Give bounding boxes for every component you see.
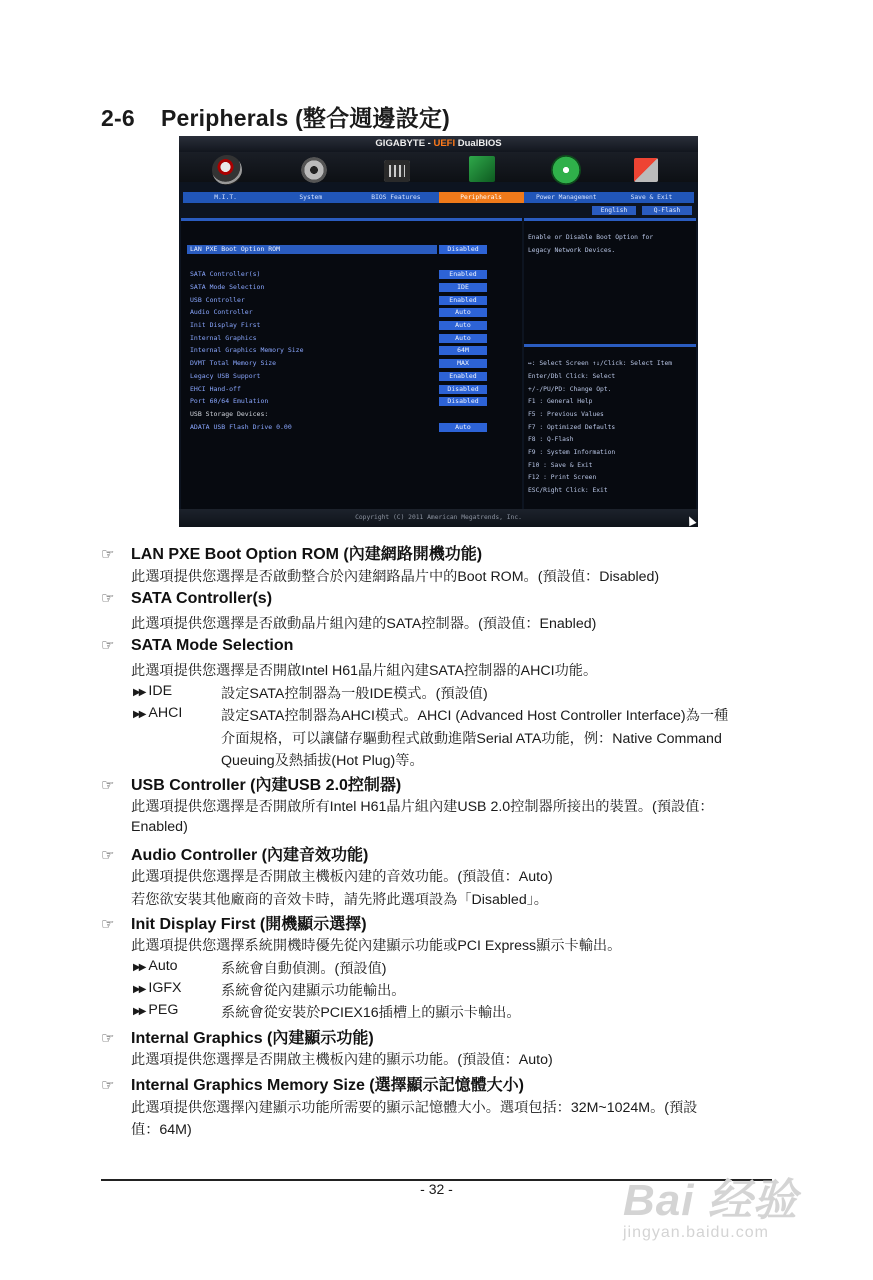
copyright-bar: Copyright (C) 2011 American Megatrends, Inc.: [179, 509, 698, 527]
bios-screenshot: [179, 136, 698, 527]
pointing-hand-icon: ☞: [101, 1030, 115, 1047]
usb-device-row[interactable]: ADATA USB Flash Drive 0.00: [190, 423, 292, 431]
option-ahci-desc: Queuing及熱插拔(Hot Plug)等。: [221, 753, 424, 769]
bios-chip-icon[interactable]: [384, 160, 410, 182]
option-ide-desc: 設定SATA控制器為一般IDE模式。(預設值): [221, 686, 488, 702]
setting-row[interactable]: USB Controller: [190, 296, 245, 304]
item-sata-title-text: SATA Controller(s): [131, 590, 273, 607]
item-lan-title-text: LAN PXE Boot Option ROM (內建網路開機功能): [131, 546, 483, 563]
item-usb-title: [101, 772, 401, 795]
qflash-button[interactable]: Q-Flash: [642, 206, 692, 215]
option-igfx-label: IGFX: [148, 980, 182, 996]
item-igm-title-text: Internal Graphics Memory Size (選擇顯示記憶體大小): [131, 1077, 524, 1094]
item-init-title: [101, 911, 367, 934]
bios-icon-strip: [179, 152, 698, 182]
double-arrow-icon: ▶▶: [133, 687, 145, 698]
setting-value[interactable]: Auto: [439, 308, 487, 317]
item-audio-title-text: Audio Controller (內建音效功能): [131, 847, 369, 864]
item-satamode-desc: 此選項提供您選擇是否開啟Intel H61晶片組內建SATA控制器的AHCI功能。: [131, 663, 598, 679]
setting-row[interactable]: SATA Controller(s): [190, 270, 261, 278]
option-peg: [133, 1002, 178, 1018]
item-lan-desc: 此選項提供您選擇是否啟動整合於內建網路晶片中的Boot ROM。(預設值：Disabled): [131, 569, 660, 585]
key-hint: Enter/Dbl Click: Select: [528, 373, 616, 380]
option-peg-label: PEG: [148, 1002, 179, 1018]
setting-value[interactable]: MAX: [439, 359, 487, 368]
option-ahci-desc: 設定SATA控制器為AHCI模式。AHCI (Advanced Host Controller Interface)為一種: [221, 708, 729, 724]
english-button[interactable]: English: [592, 206, 636, 215]
option-auto-label: Auto: [148, 958, 178, 974]
pointing-hand-icon: ☞: [101, 590, 115, 607]
item-igm-desc: 值：64M): [131, 1122, 192, 1138]
tab-peripherals[interactable]: Peripherals: [439, 192, 524, 203]
setting-value[interactable]: Auto: [439, 321, 487, 330]
key-hint: F1 : General Help: [528, 398, 593, 405]
key-hint: F12 : Print Screen: [528, 474, 597, 481]
double-arrow-icon: ▶▶: [133, 984, 145, 995]
item-usb-desc: Enabled): [131, 819, 188, 835]
tab-save-exit[interactable]: Save & Exit: [630, 194, 673, 201]
item-lan-title: [101, 541, 482, 564]
item-satamode-title: [101, 636, 293, 655]
item-usb-title-text: USB Controller (內建USB 2.0控制器): [131, 777, 402, 794]
setting-row[interactable]: SATA Mode Selection: [190, 283, 265, 291]
help-line: Enable or Disable Boot Option for: [528, 234, 654, 241]
bios-title-uefi: UEFI: [433, 138, 456, 149]
option-peg-desc: 系統會從安裝於PCIEX16插槽上的顯示卡輸出。: [221, 1005, 521, 1021]
key-hint: ESC/Right Click: Exit: [528, 487, 608, 494]
option-igfx: [133, 980, 182, 996]
item-igm-title: [101, 1072, 524, 1095]
double-arrow-icon: ▶▶: [133, 962, 145, 973]
item-satamode-title-text: SATA Mode Selection: [131, 637, 294, 654]
pointing-hand-icon: ☞: [101, 637, 115, 654]
tab-mit[interactable]: M.I.T.: [214, 194, 237, 201]
help-line: Legacy Network Devices.: [528, 247, 616, 254]
peripherals-card-icon[interactable]: [469, 156, 495, 182]
power-button-icon[interactable]: [551, 155, 581, 185]
key-hint: F9 : System Information: [528, 449, 616, 456]
pointing-hand-icon: ☞: [101, 777, 115, 794]
setting-value[interactable]: IDE: [439, 283, 487, 292]
watermark-brand: Bai 经验: [623, 1176, 798, 1225]
setting-value[interactable]: Disabled: [439, 397, 487, 406]
option-auto-desc: 系統會自動偵測。(預設值): [221, 961, 387, 977]
bios-title-bar: [179, 136, 698, 152]
item-audio-desc: 若您欲安裝其他廠商的音效卡時，請先將此選項設為「Disabled」。: [131, 892, 548, 908]
pointing-hand-icon: ☞: [101, 916, 115, 933]
item-init-desc: 此選項提供您選擇系統開機時優先從內建顯示功能或PCI Express顯示卡輸出。: [131, 938, 622, 954]
setting-value[interactable]: Enabled: [439, 296, 487, 305]
mit-gauge-icon[interactable]: [212, 155, 242, 185]
item-ig-title: [101, 1025, 374, 1048]
save-exit-arrow-icon[interactable]: [634, 158, 658, 182]
section-number: 2-6: [101, 105, 135, 131]
section-name: Peripherals (整合週邊設定): [161, 105, 450, 131]
pointing-hand-icon: ☞: [101, 546, 115, 563]
setting-value[interactable]: Disabled: [439, 385, 487, 394]
usb-storage-header: USB Storage Devices:: [190, 410, 269, 418]
setting-value[interactable]: Enabled: [439, 372, 487, 381]
tab-bios-features[interactable]: BIOS Features: [371, 194, 421, 201]
key-hint: ↔: Select Screen ↑↓/Click: Select Item: [528, 360, 673, 367]
setting-value[interactable]: Enabled: [439, 270, 487, 279]
watermark-url: jingyan.baidu.com: [623, 1224, 769, 1241]
setting-row[interactable]: Init Display First: [190, 321, 261, 329]
baidu-watermark: [615, 1150, 865, 1260]
key-hint: F10 : Save & Exit: [528, 462, 593, 469]
double-arrow-icon: ▶▶: [133, 1006, 145, 1017]
option-ide: [133, 683, 172, 699]
setting-row[interactable]: EHCI Hand-off: [190, 385, 241, 393]
setting-row[interactable]: Audio Controller: [190, 308, 253, 316]
item-usb-desc: 此選項提供您選擇是否開啟所有Intel H61晶片組內建USB 2.0控制器所接出的裝置。(預設值：: [131, 799, 714, 815]
bios-title-suffix: DualBIOS: [455, 138, 502, 149]
usb-device-value[interactable]: Auto: [439, 423, 487, 432]
key-hint: +/-/PU/PD: Change Opt.: [528, 386, 612, 393]
tab-power-management[interactable]: Power Management: [535, 194, 597, 201]
tab-system[interactable]: System: [299, 194, 323, 201]
setting-row[interactable]: Legacy USB Support: [190, 372, 261, 380]
setting-value[interactable]: 64M: [439, 346, 487, 355]
option-auto: [133, 958, 178, 974]
lan-pxe-value[interactable]: Disabled: [439, 245, 487, 254]
setting-row[interactable]: DVMT Total Memory Size: [190, 359, 277, 367]
lan-pxe-row[interactable]: LAN PXE Boot Option ROM: [187, 245, 437, 254]
option-igfx-desc: 系統會從內建顯示功能輸出。: [221, 983, 406, 999]
option-ahci: [133, 705, 182, 721]
setting-row[interactable]: Internal Graphics: [190, 334, 257, 342]
bios-tab-bar: [183, 192, 694, 203]
pointing-hand-icon: ☞: [101, 1077, 115, 1094]
section-title: [101, 100, 450, 133]
option-ide-label: IDE: [148, 683, 173, 699]
item-audio-desc: 此選項提供您選擇是否開啟主機板內建的音效功能。(預設值：Auto): [131, 869, 553, 885]
setting-value[interactable]: Auto: [439, 334, 487, 343]
setting-row[interactable]: Internal Graphics Memory Size: [190, 346, 304, 354]
item-ig-desc: 此選項提供您選擇是否開啟主機板內建的顯示功能。(預設值：Auto): [131, 1052, 553, 1068]
option-ahci-desc: 介面規格，可以讓儲存驅動程式啟動進階Serial ATA功能，例：Native Command: [221, 731, 722, 747]
pointing-hand-icon: ☞: [101, 847, 115, 864]
option-ahci-label: AHCI: [148, 705, 183, 721]
double-arrow-icon: ▶▶: [133, 709, 145, 720]
page-number: - 32 -: [420, 1181, 453, 1197]
key-hint: F7 : Optimized Defaults: [528, 424, 616, 431]
item-audio-title: [101, 842, 368, 865]
bios-title-prefix: GIGABYTE -: [375, 138, 434, 149]
key-hint: F8 : Q-Flash: [528, 436, 574, 443]
item-igm-desc: 此選項提供您選擇內建顯示功能所需要的顯示記憶體大小。選項包括：32M~1024M。(預設: [131, 1100, 698, 1116]
setting-row[interactable]: Port 60/64 Emulation: [190, 397, 269, 405]
key-hint: F5 : Previous Values: [528, 411, 604, 418]
item-sata-title: [101, 589, 272, 608]
item-init-title-text: Init Display First (開機顯示選擇): [131, 916, 367, 933]
system-gears-icon[interactable]: [299, 155, 329, 185]
item-ig-title-text: Internal Graphics (內建顯示功能): [131, 1030, 374, 1047]
item-sata-desc: 此選項提供您選擇是否啟動晶片組內建的SATA控制器。(預設值：Enabled): [131, 616, 597, 632]
